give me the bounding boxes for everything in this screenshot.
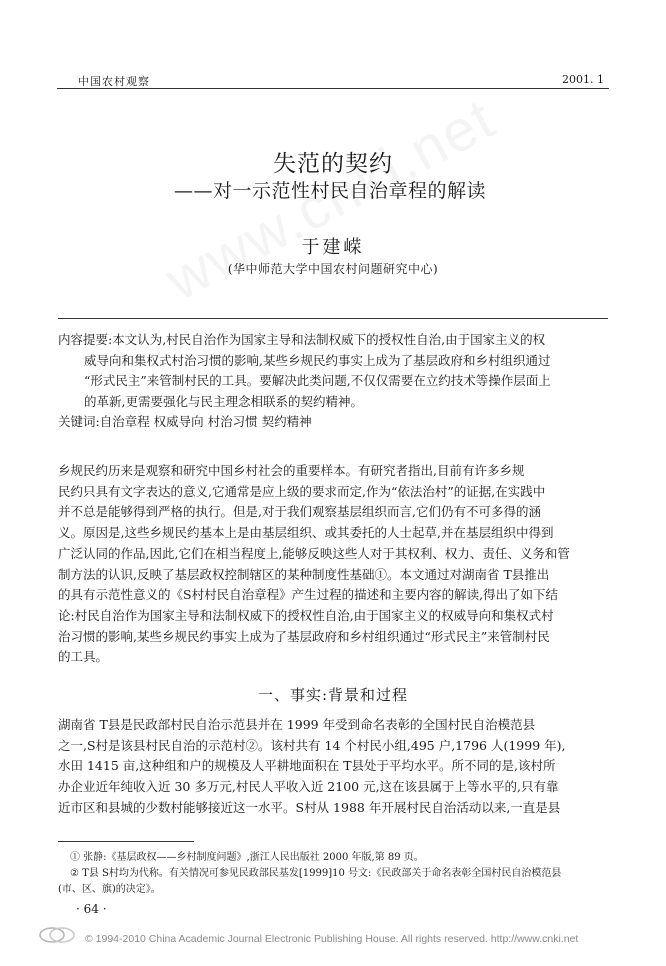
body-line: 近市区和县城的少数村能够接近这一水平。S村从 1988 年开展村民自治活动以来,一直是县 [58, 799, 561, 815]
body-line: 论:村民自治作为国家主导和法制权威下的授权性自治,由于国家主义的权威导向和集权式村 [58, 607, 554, 623]
body-line: 湖南省 T县是民政部村民自治示范县并在 1999 年受到命名表彰的全国村民自治模范县 [58, 717, 536, 732]
journal-name: 中国农村观察 [78, 75, 150, 88]
body-line: 乡规民约历来是观察和研究中国乡村社会的重要样本。有研究者指出,目前有许多乡规 [58, 463, 525, 478]
body-line: 的具有示范性意义的《S村村民自治章程》产生过程的描述和主要内容的解读,得出了如下结 [58, 587, 559, 603]
footnote: ① 张静:《基层政权——乡村制度问题》,浙江人民出版社 2000 年版,第 89 页。 [70, 852, 424, 863]
footnote-rule [58, 841, 194, 842]
author-affiliation: (华中师范大学中国农村问题研究中心) [227, 262, 439, 276]
abstract-line: 威导向和集权式村治习惯的影响,某些乡规民约事实上成为了基层政府和乡村组织通过 [84, 352, 551, 368]
body-line: 水田 1415 亩,这种组和户的规模及人平耕地面积在 T县处于平均水平。所不同的是,该村所 [58, 758, 556, 774]
author-name: 于建嵘 [301, 237, 365, 258]
body-line: 的工具。 [58, 649, 109, 665]
article-subtitle: ——对一示范性村民自治章程的解读 [174, 180, 487, 202]
issue-number: 2001. 1 [562, 73, 604, 86]
body-line: 义。原因是,这些乡规民约基本上是由基层组织、或其委托的人士起草,并在基层组织中得到 [58, 525, 554, 541]
body-line: 办企业近年纯收入近 30 多万元,村民人平收入近 2100 元,这在该县属于上等水平的,只有靠 [58, 779, 559, 795]
footnotes [58, 850, 620, 898]
intro-paragraph [58, 461, 618, 668]
section-heading: 一、事实:背景和过程 [257, 686, 409, 704]
abstract-line: 的革新,更需要强化与民主理念相联系的契约精神。 [84, 393, 363, 409]
body-line: 民约只具有文字表达的意义,它通常是应上级的要求而定,作为“依法治村”的证据,在实践中 [58, 483, 546, 499]
footnote: (市、区、旗)的决定》。 [58, 884, 161, 895]
abstract [58, 330, 613, 433]
keywords: 关键词:自治章程 权威导向 村治习惯 契约精神 [58, 414, 312, 429]
copyright-notice: © 1994-2010 China Academic Journal Electronic Publishing House. All rights reserved. http://www.cnki.net [85, 933, 579, 945]
abstract-line: 内容提要:本文认为,村民自治作为国家主导和法制权威下的授权性自治,由于国家主义的权 [58, 332, 546, 347]
footnote: ② T县 S村均为代称。有关情况可参见民政部民基发[1999]10 号文:《民政部关于命名表彰全国村民自治模范县 [70, 868, 562, 879]
page-number: · 64 · [76, 902, 107, 916]
body-line: 治习惯的影响,某些乡规民约事实上成为了基层政府和乡村组织通过“形式民主”来管制村民 [58, 628, 550, 644]
body-line: 并不总是能够得到严格的执行。但是,对于我们观察基层组织而言,它们仍有不可多得的涵 [58, 504, 541, 520]
body-line: 广泛认同的作品,因此,它们在相当程度上,能够反映这些人对于其权利、权力、责任、义务和管 [58, 545, 570, 561]
body-line: 之一,S村是该县村民自治的示范村②。该村共有 14 个村民小组,495 户,1796 人(1999 年), [58, 737, 566, 753]
abstract-rule [58, 318, 608, 319]
abstract-line: “形式民主”来管制村民的工具。要解决此类问题,不仅仅需要在立约技术等操作层面上 [84, 373, 551, 388]
article-title: 失范的契约 [273, 151, 393, 177]
cnki-logo-icon [38, 926, 78, 944]
header-rule [57, 88, 609, 89]
body-line: 制方法的认识,反映了基层政权控制辖区的某种制度性基础①。本文通过对湖南省 T县推出 [58, 566, 550, 582]
section-paragraph [58, 715, 618, 819]
